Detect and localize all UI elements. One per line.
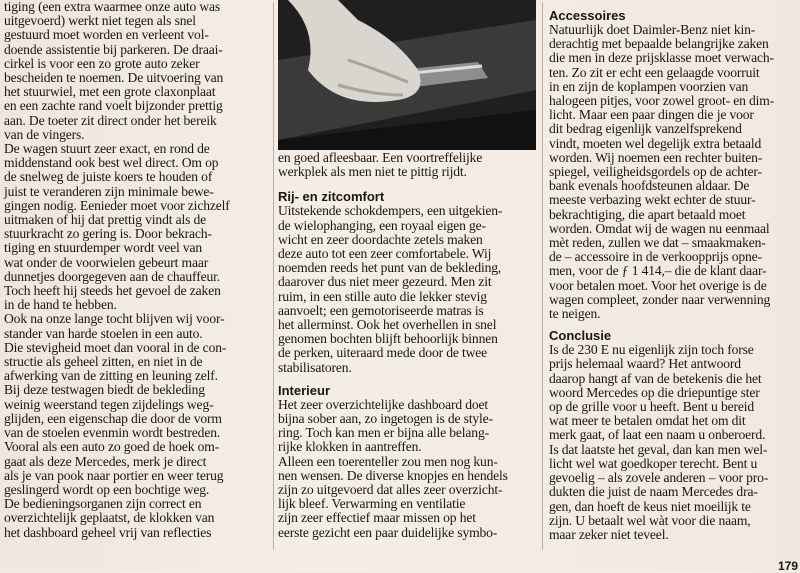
section-heading-conclusie: Conclusie xyxy=(549,328,612,344)
page-number: 179 xyxy=(777,559,798,573)
body-text-rij-en-zitcomfort: Uitstekende schokdempers, een uitgekien- de wielophanging, een royaal eigen ge- wicht en zeer doordachte zetels maken deze auto tot een zeer comfortabele. Wij noemden reeds het punt van de bekleding, daarover dus niet meer gezeurd. Men zit ruim, in een stille auto die lekker stevig aanvoelt; een gemotoriseerde matras is het allerminst. Ook het overhellen in snel genomen bochten blijft behoorlijk binnen de perken, uiteraard mede door de twee stabilisatoren. xyxy=(278,203,503,375)
column-divider xyxy=(542,2,543,550)
column-left xyxy=(4,0,269,540)
body-text-interieur: Het zeer overzichtelijke dashboard doet bijna sober aan, zo ingetogen is de style- ring. Toch kan men er bijna alle belang- rijke klokken in aantreffen. Alleen een toerenteller zou men nog kun- nen wensen. De diverse knopjes en hendels zijn zo uitgevoerd dat alles zeer overzicht- lijk bleef. Verwarming en ventilatie zijn zeer effectief maar missen op het eerste gezicht een paar duidelijke symbo- xyxy=(278,396,508,540)
section-heading-rij-en-zitcomfort: Rij- en zitcomfort xyxy=(278,189,385,205)
body-text-left: tiging (een extra waarmee onze auto was uitgevoerd) werkt niet tegen als snel gestuurd moet worden en verleent vol- doende assistentie bij parkeren. De draai- cirkel is voor een zo grote auto zeker bescheiden te noemen. De uitvoering van het stuurwiel, met een grote claxonplaat en een zachte rand voelt bijzonder prettig aan. De toeter zit direct onder het bereik van de vingers. De wagen stuurt zeer exact, en rond de middenstand ook best wel direct. Om op de snelweg de juiste koers te houden of juist te veranderen zijn minimale bewe- gingen nodig. Eenieder moet voor zichzelf uitmaken of hij dat prettig vindt als de stuurkracht zo gering is. Door bekrach- tiging en stuurdemper wordt veel van wat onder de voorwielen gebeurt maar dunnetjes doorgegeven aan de chauffeur. Toch heeft hij steeds het gevoel de zaken in de hand te hebben. Ook na onze lange tocht blijven wij voor- stander van harde stoelen in een auto. Die stevigheid moet dan vooral in de con- structie als geheel zitten, en niet in de afwerking van de zitting en leuning zelf. Bij deze testwagen biedt de bekleding weinig weerstand tegen zijdelings weg- glijden, een eigenschap die door de vorm van de stoelen evenmin wordt bestreden. Vooral als een auto zo goed de hoek om- gaat als deze Mercedes, merk je direct als je van pook naar portier en weer terug geslingerd wordt op een bochtige weg. De bedieningsorganen zijn correct en overzichtelijk geplaatst, de klokken van het dashboard geheel vrij van reflecties xyxy=(4,0,230,540)
column-divider xyxy=(273,2,274,550)
door-handle-photo xyxy=(278,0,536,150)
column-right xyxy=(549,9,795,542)
column-middle xyxy=(278,151,536,540)
body-text-accessoires: Natuurlijk doet Daimler-Benz niet kin- derachtig met bepaalde belangrijke zaken die men in deze prijsklasse moet verwach- ten. Zo zit er echt een gelaagde voorruit in en zijn de koplampen voorzien van halogeen pitjes, voor zowel groot- en dim- licht. Maar een paar dingen die je voor dit bedrag eigenlijk vanzelfsprekend vindt, moeten wel degelijk extra betaald worden. Wij noemen een rechter buiten- spiegel, veiligheidsgordels op de achter- bank evenals hoofdsteunen aldaar. De meeste verbazing wekt echter de stuur- bekrachtiging, die apart betaald moet worden. Omdat wij de wagen nu eenmaal mèt reden, zullen we dat – smaakmaken- de – accessoire in de verkoopprijs opne- men, voor de ƒ 1 414,– die de klant daar- voor betalen moet. Voor het overige is de wagen compleet, zonder naar verwenning te neigen. xyxy=(549,22,775,322)
body-text-intro: en goed afleesbaar. Een voortreffelijke werkplek als men niet te pittig rijdt. xyxy=(278,150,483,180)
body-text-conclusie: Is de 230 E nu eigenlijk zijn toch forse prijs helemaal waard? Het antwoord daarop hangt af van de betekenis die het woord Mercedes op die driepuntige ster op de grille voor u heeft. Bent u bereid wat meer te betalen omdat het om dit merk gaat, of laat een naam u onberoerd. Is dat laatste het geval, dan kan men wel- licht wel wat goedkoper terecht. Bent u gevoelig – als zovele anderen – voor pro- dukten die juist de naam Mercedes dra- gen, dan hoeft de keus niet moeilijk te zijn. U betaalt wel wàt voor die naam, maar zeker niet teveel. xyxy=(549,342,769,542)
section-heading-interieur: Interieur xyxy=(278,382,331,398)
section-heading-accessoires: Accessoires xyxy=(549,8,626,23)
